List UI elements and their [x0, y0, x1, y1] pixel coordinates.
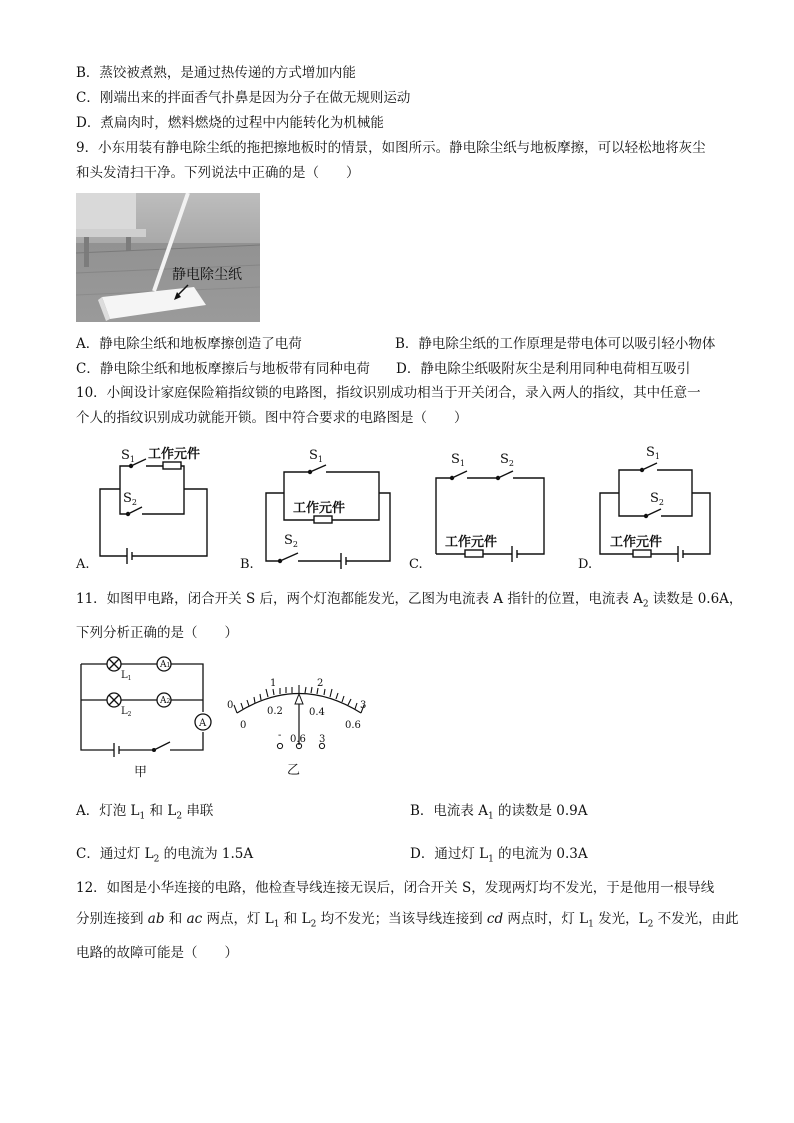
q10d-component-label: 工作元件 — [610, 535, 663, 550]
q10d-s2-label: $S_2$ — [650, 491, 664, 507]
q10-letter-a: A. — [76, 557, 90, 572]
q10b-component-label: 工作元件 — [293, 501, 346, 516]
svg-text:1: 1 — [270, 678, 277, 689]
q9-figure-label: 静电除尘纸 — [172, 267, 242, 283]
q11-stem-line2: 下列分析正确的是（ ） — [76, 625, 238, 641]
q10-letter-b: B. — [240, 557, 254, 572]
q11-figures — [74, 650, 374, 780]
q12-stem-line2: 分别连接到 ab 和 ac 两点，灯 $L_1$ 和 $L_2$ 均不发光；当该导线连接到 cd 两点时，灯 $L_1$ 发光，$L_2$ 不发光，由此 — [76, 911, 739, 930]
q9-option-a: A．静电除尘纸和地板摩擦创造了电荷 — [76, 336, 302, 352]
svg-text:L1: $L_1$ — [121, 670, 132, 682]
q12-stem-line1: 12．如图是小华连接的电路，他检查导线连接无误后，闭合开关 S，发现两灯均不发光，于是他用一根导线 — [76, 880, 715, 896]
q10b-s2-label: $S_2$ — [284, 533, 298, 549]
q11-stem-line1: 11．如图甲电路，闭合开关 S 后，两个灯泡都能发光，乙图为电流表 A 指针的位置，电流表 $A_2$ 读数是 0.6A， — [76, 591, 743, 610]
q10d-s1-label: $S_1$ — [646, 445, 660, 461]
q11-fig-yi-label: 乙 — [287, 763, 301, 778]
svg-text:3: 3 — [360, 700, 367, 711]
svg-text:0.2: 0.2 — [267, 706, 283, 717]
q10-stem-line2: 个人的指纹识别成功就能开锁。图中符合要求的电路图是（ ） — [76, 410, 468, 426]
q8-option-b: B．蒸饺被煮熟，是通过热传递的方式增加内能 — [76, 65, 356, 81]
q8-option-d: D．煮扁肉时，燃料燃烧的过程中内能转化为机械能 — [76, 115, 384, 131]
q10-circuit-diagrams — [70, 436, 730, 576]
q10-stem-line1: 10．小闽设计家庭保险箱指纹锁的电路图，指纹识别成功相当于开关闭合，录入两人的指纹，其中任意一 — [76, 385, 701, 401]
q9-stem-line2: 和头发清扫干净。下列说法中正确的是（ ） — [76, 165, 360, 181]
svg-text:L2: $L_2$ — [121, 706, 132, 718]
svg-text:0.6: 0.6 — [290, 734, 306, 745]
q9-option-b: B．静电除尘纸的工作原理是带电体可以吸引轻小物体 — [395, 336, 716, 352]
q11-circuit-jia — [81, 657, 211, 757]
svg-text:0.6: 0.6 — [345, 720, 361, 731]
q10-letter-d: D. — [578, 557, 593, 572]
svg-text:-: - — [278, 730, 282, 741]
svg-text:A: A — [199, 718, 207, 729]
q10-letter-c: C. — [409, 557, 423, 572]
q11-fig-jia-label: 甲 — [134, 765, 148, 780]
q9-option-d: D．静电除尘纸吸附灰尘是利用同种电荷相互吸引 — [396, 361, 691, 377]
q11-ammeter-dial — [227, 678, 366, 778]
svg-text:3: 3 — [319, 734, 326, 745]
mop-photo — [76, 193, 260, 322]
q10c-s2-label: $S_2$ — [500, 452, 514, 468]
q10a-s2-label: $S_2$ — [123, 491, 137, 507]
q9-stem-line1: 9．小东用装有静电除尘纸的拖把擦地板时的情景，如图所示。静电除尘纸与地板摩擦，可以轻松地将灰尘 — [76, 140, 706, 156]
q10-circuit-b — [266, 465, 390, 569]
q10c-component-label: 工作元件 — [445, 535, 498, 550]
q8-option-c: C．刚端出来的拌面香气扑鼻是因为分子在做无规则运动 — [76, 90, 411, 106]
q11-option-b: B．电流表 $A_1$ 的读数是 0.9A — [410, 803, 588, 822]
q10a-component-label: 工作元件 — [148, 447, 201, 462]
q12-stem-line3: 电路的故障可能是（ ） — [76, 945, 238, 961]
q11-option-a: A．灯泡 $L_1$ 和 $L_2$ 串联 — [76, 803, 214, 822]
q10c-s1-label: $S_1$ — [451, 452, 465, 468]
q10a-s1-label: $S_1$ — [121, 448, 135, 464]
svg-text:2: 2 — [317, 678, 324, 689]
q9-option-c: C．静电除尘纸和地板摩擦后与地板带有同种电荷 — [76, 361, 370, 377]
q10b-s1-label: $S_1$ — [309, 448, 323, 464]
svg-text:0.4: 0.4 — [309, 707, 325, 718]
svg-text:0: 0 — [240, 720, 247, 731]
svg-text:0: 0 — [227, 700, 234, 711]
svg-text:A2: A2 — [160, 696, 171, 706]
q11-option-d: D．通过灯 $L_1$ 的电流为 0.3A — [410, 846, 588, 865]
q11-option-c: C．通过灯 $L_2$ 的电流为 1.5A — [76, 846, 254, 865]
q10-circuit-a — [100, 459, 207, 564]
svg-text:A1: A1 — [160, 660, 171, 670]
